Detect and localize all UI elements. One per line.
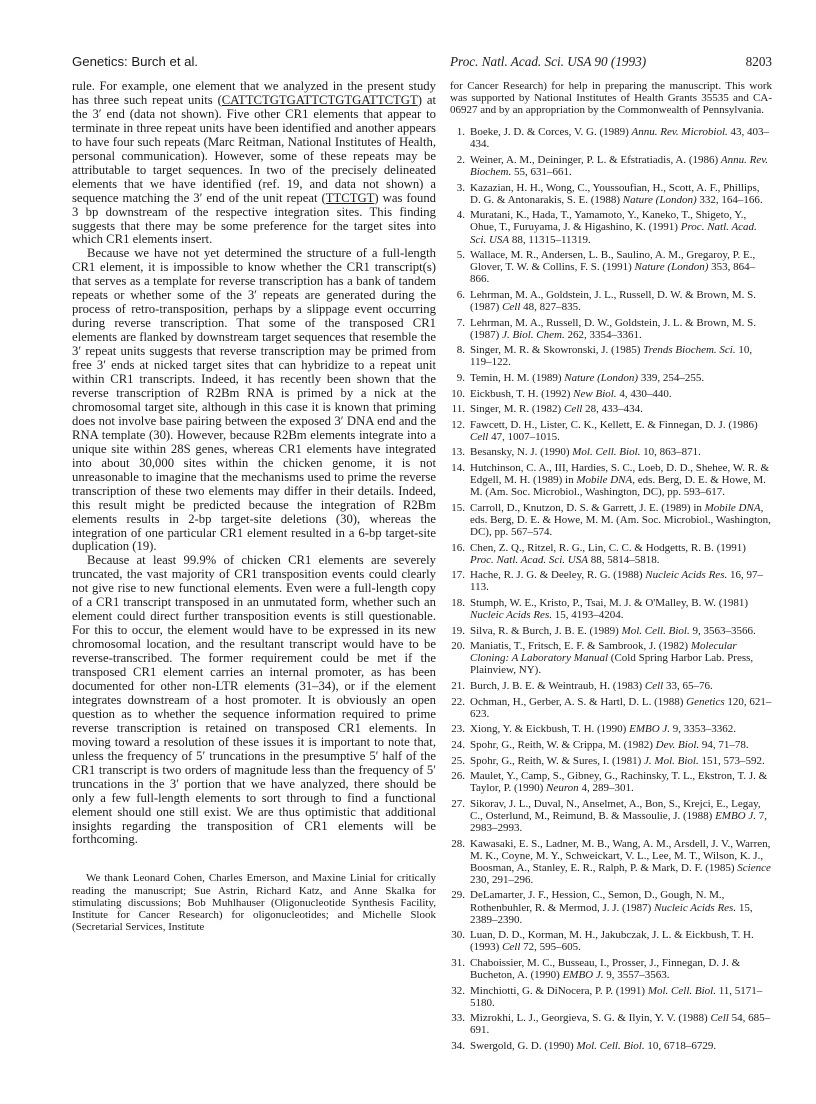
reference-item bbox=[450, 755, 772, 767]
reference-volume-pages: 353, 864–866. bbox=[470, 261, 756, 286]
reference-text bbox=[470, 696, 772, 720]
reference-authors: Singer, M. R. & Skowronski, J. (1985) bbox=[470, 344, 644, 357]
reference-authors: Kazazian, H. H., Wong, C., Youssoufian, H., Scott, A. F., Phillips, D. G. & Antonarakis, S. E. (1988) bbox=[470, 181, 760, 206]
reference-text bbox=[470, 625, 772, 637]
reference-text bbox=[470, 372, 772, 384]
reference-volume-pages: 151, 573–592. bbox=[698, 754, 765, 767]
reference-volume-pages: 332, 164–166. bbox=[696, 193, 763, 206]
p1-text-a: rule. For example, one element that we analyzed in the present study has three such repeat units ( bbox=[72, 79, 436, 107]
reference-authors: Hutchinson, C. A., III, Hardies, S. C., Loeb, D. D., Shehee, W. R. & Edgell, M. H. (1989) in bbox=[470, 462, 770, 487]
reference-volume-pages: 11, 5171–5180. bbox=[470, 984, 763, 1009]
reference-volume-pages: 7, 2983–2993. bbox=[470, 809, 767, 834]
reference-item bbox=[450, 154, 772, 178]
running-header-section: Genetics: Burch et al. bbox=[72, 54, 199, 69]
reference-journal: Cell bbox=[502, 941, 521, 954]
running-header-journal bbox=[450, 54, 772, 70]
reference-authors: Eickbush, T. H. (1992) bbox=[470, 387, 574, 400]
reference-item bbox=[450, 625, 772, 637]
reference-authors: DeLamarter, J. F., Hession, C., Semon, D., Gough, N. M., Rothenbuhler, R. & Mermod, J. J. (1987) bbox=[470, 889, 725, 914]
reference-authors: Mizrokhi, L. J., Georgieva, S. G. & Ilyin, Y. V. (1988) bbox=[470, 1012, 711, 1025]
reference-number: 33. bbox=[451, 1012, 465, 1025]
reference-volume-pages: 4, 289–301. bbox=[578, 782, 634, 795]
reference-authors: Chaboissier, M. C., Busseau, I., Prosser, J., Finnegan, D. J. & Bucheton, A. (1990) bbox=[470, 956, 741, 981]
reference-item bbox=[450, 462, 772, 498]
reference-list bbox=[450, 126, 772, 1052]
reference-authors: Carroll, D., Knutzon, D. S. & Garrett, J. E. (1989) in bbox=[470, 501, 705, 514]
reference-journal: Mol. Cell. Biol. bbox=[576, 1039, 645, 1052]
reference-number: 12. bbox=[451, 418, 465, 431]
reference-journal: Nature (London) bbox=[564, 371, 639, 384]
reference-authors: Ochman, H., Gerber, A. S. & Hartl, D. L. (1988) bbox=[470, 695, 687, 708]
reference-volume-pages: 10, 6718–6729. bbox=[644, 1039, 717, 1052]
reference-volume-pages: 10, 119–122. bbox=[470, 344, 753, 369]
reference-number: 18. bbox=[451, 596, 465, 609]
p1-text-b: ) at the 3′ end (data not shown). Five other CR1 elements that appear to terminate in three repeat units have been identified and another appears to have four such repeats (Marc Reitman, National Institutes of Health, personal communication). However, some of these repeats may be attributable to target sequences. In two of the precisely delineated elements that we have identified (ref. 19, and data not shown) a sequence matching the 3′ end of the unit repeat ( bbox=[72, 92, 436, 205]
reference-authors: Chen, Z. Q., Ritzel, R. G., Lin, C. C. & Hodgetts, R. B. (1991) bbox=[470, 541, 746, 554]
reference-text bbox=[470, 249, 772, 285]
reference-number: 23. bbox=[451, 723, 465, 736]
reference-text bbox=[470, 798, 772, 834]
reference-item bbox=[450, 403, 772, 415]
reference-number: 24. bbox=[451, 738, 465, 751]
reference-journal: EMBO J. bbox=[629, 723, 671, 736]
reference-volume-pages: 72, 595–605. bbox=[520, 941, 581, 954]
reference-item bbox=[450, 1040, 772, 1052]
reference-authors: Singer, M. R. (1982) bbox=[470, 403, 564, 416]
body-paragraph-2: Because we have not yet determined the structure of a full-length CR1 element, it is impossible to know whether the CR1 transcript(s) that serves as a template for reverse transcription has a bank of tandem repeats or whether some of the 3′ repeats are generated during the process of retro-transposition, perhaps by a slippage event occurring during reverse transcription. That some of the transposed CR1 elements are flanked by downstream target sequences that resemble the 3′ repeat units suggests that reverse transcription may be primed from free 3′ ends at nicked target sites that can hybridize to a repeat unit within CR1 transcripts. Indeed, it has recently been shown that the reverse transcription of R2Bm RNA is primed by a nick at the chromosomal target site, although in this case it is known that priming does not involve base pairing between the exposed 3′ DNA end and the RNA template (30). However, because R2Bm elements integrate into a unique site within 28S genes, whereas CR1 elements have integrated into about 30,000 sites within the chicken genome, it is not unreasonable to imagine that the mechanisms used to prime the reverse transcription of these two elements may differ in their details. Indeed, this result might be predicted because the integration of R2Bm elements results in 2-bp target-site deletions (30), whereas the integration of one particular CR1 element resulted in a 6-bp target-site duplication (19). bbox=[72, 246, 436, 554]
reference-number: 7. bbox=[456, 316, 465, 329]
acknowledgments-continued: for Cancer Research) for help in preparing the manuscript. This work was supported by National Institutes of Health Grants 35535 and CA-06927 and by an appropriation by the Commonwealth of Pennsylvania. bbox=[450, 80, 772, 117]
reference-authors: Lehrman, M. A., Goldstein, J. L., Russell, D. W. & Brown, M. S. (1987) bbox=[470, 288, 757, 313]
reference-volume-pages: 16, 97–113. bbox=[470, 569, 763, 594]
unit-repeat-sequence: TTCTGT bbox=[325, 190, 375, 205]
reference-number: 28. bbox=[451, 837, 465, 850]
reference-number: 21. bbox=[451, 680, 465, 693]
reference-text bbox=[470, 569, 772, 593]
reference-volume-pages: 15, 2389–2390. bbox=[470, 901, 753, 926]
reference-number: 11. bbox=[451, 403, 465, 416]
reference-item bbox=[450, 838, 772, 886]
reference-item bbox=[450, 419, 772, 443]
reference-text bbox=[470, 209, 772, 245]
reference-journal: Annu. Rev. Biochem. bbox=[470, 153, 769, 179]
reference-journal: Proc. Natl. Acad. Sci. USA bbox=[470, 553, 588, 566]
reference-number: 15. bbox=[451, 501, 465, 514]
reference-authors: Maniatis, T., Fritsch, E. F. & Sambrook, J. (1982) bbox=[470, 640, 691, 653]
reference-text bbox=[470, 640, 772, 676]
reference-number: 10. bbox=[451, 387, 465, 400]
reference-journal: Cell bbox=[563, 403, 583, 416]
reference-journal: Mol. Cell. Biol. bbox=[572, 446, 641, 459]
reference-item bbox=[450, 209, 772, 245]
reference-item bbox=[450, 798, 772, 834]
page-number: 8203 bbox=[745, 54, 772, 69]
reference-number: 3. bbox=[456, 181, 465, 194]
reference-text bbox=[470, 502, 772, 538]
reference-number: 8. bbox=[456, 344, 465, 357]
reference-item bbox=[450, 372, 772, 384]
reference-journal: Cell bbox=[502, 301, 521, 313]
reference-item bbox=[450, 388, 772, 400]
reference-number: 31. bbox=[451, 956, 465, 969]
reference-volume-pages: 15, 4193–4204. bbox=[551, 609, 624, 622]
reference-number: 13. bbox=[451, 446, 465, 459]
reference-authors: Lehrman, M. A., Russell, D. W., Goldstein, J. L. & Brown, M. S. (1987) bbox=[470, 316, 757, 341]
reference-number: 20. bbox=[451, 640, 465, 653]
reference-volume-pages: 9, 3557–3563. bbox=[603, 969, 670, 981]
reference-journal: Nature (London) bbox=[634, 261, 709, 274]
reference-number: 14. bbox=[451, 462, 465, 475]
reference-authors: Fawcett, D. H., Lister, C. K., Kellett, E. & Finnegan, D. J. (1986) bbox=[470, 418, 758, 431]
reference-number: 22. bbox=[451, 695, 465, 708]
reference-journal: Annu. Rev. Microbiol. bbox=[631, 126, 728, 139]
reference-number: 26. bbox=[451, 770, 465, 783]
reference-volume-pages: (Cold Spring Harbor Lab. Press, Plainview, NY). bbox=[470, 652, 754, 677]
reference-text bbox=[470, 1012, 772, 1036]
reference-authors: Minchiotti, G. & DiNocera, P. P. (1991) bbox=[470, 984, 648, 997]
reference-number: 4. bbox=[456, 209, 465, 222]
reference-item bbox=[450, 680, 772, 692]
reference-authors: Sikorav, J. L., Duval, N., Anselmet, A., Bon, S., Krejci, E., Legay, C., Osterlund, M., Reimund, B. & Massoulie, J. (1988) bbox=[470, 797, 761, 822]
reference-number: 17. bbox=[451, 569, 465, 582]
reference-journal: Neuron bbox=[546, 782, 579, 795]
reference-volume-pages: 94, 71–78. bbox=[699, 738, 749, 751]
reference-authors: Xiong, Y. & Eickbush, T. H. (1990) bbox=[470, 723, 630, 736]
reference-item bbox=[450, 723, 772, 735]
reference-journal: Proc. Natl. Acad. Sci. USA bbox=[470, 221, 757, 246]
reference-authors: Silva, R. & Burch, J. B. E. (1989) bbox=[470, 624, 622, 637]
reference-text bbox=[470, 755, 772, 767]
reference-volume-pages: 9, 3353–3362. bbox=[670, 723, 737, 736]
reference-volume-pages: 33, 65–76. bbox=[663, 680, 713, 693]
reference-journal: Cell bbox=[644, 680, 664, 693]
reference-text bbox=[470, 446, 772, 458]
reference-number: 29. bbox=[451, 889, 465, 902]
reference-item bbox=[450, 985, 772, 1009]
reference-number: 5. bbox=[456, 249, 465, 262]
reference-journal: Nucleic Acids Res. bbox=[654, 901, 737, 914]
reference-text bbox=[470, 929, 772, 953]
reference-text bbox=[470, 388, 772, 400]
body-paragraph-1 bbox=[72, 80, 436, 247]
reference-text bbox=[470, 985, 772, 1009]
reference-number: 34. bbox=[451, 1039, 465, 1052]
reference-number: 2. bbox=[456, 153, 465, 166]
reference-text bbox=[470, 126, 772, 150]
reference-journal: Mobile DNA bbox=[704, 501, 761, 514]
reference-item bbox=[450, 739, 772, 751]
reference-authors: Stumph, W. E., Kristo, P., Tsai, M. J. & O'Malley, B. W. (1981) bbox=[470, 596, 749, 609]
reference-volume-pages: 47, 1007–1015. bbox=[488, 430, 560, 443]
reference-item bbox=[450, 770, 772, 794]
reference-text bbox=[470, 317, 772, 341]
reference-journal: New Biol. bbox=[573, 387, 617, 400]
reference-authors: Besansky, N. J. (1990) bbox=[470, 446, 573, 459]
reference-item bbox=[450, 317, 772, 341]
reference-item bbox=[450, 640, 772, 676]
reference-volume-pages: 339, 254–255. bbox=[638, 371, 705, 384]
reference-authors: Burch, J. B. E. & Weintraub, H. (1983) bbox=[470, 680, 645, 693]
left-column bbox=[72, 80, 436, 933]
reference-text bbox=[470, 419, 772, 443]
reference-authors: Wallace, M. R., Andersen, L. B., Saulino, A. M., Gregaroy, P. E., Glover, T. W. & Collins, F. S. (1991) bbox=[470, 249, 756, 274]
reference-authors: Swergold, G. D. (1990) bbox=[470, 1039, 577, 1052]
reference-authors: Muratani, K., Hada, T., Yamamoto, Y., Kaneko, T., Shigeto, Y., Ohue, T., Furuyama, J. & Higashino, K. (1991) bbox=[470, 209, 747, 234]
reference-volume-pages: , eds. Berg, D. E. & Howe, M. M. (Am. Soc. Microbiol., Washington, DC), pp. 567–574. bbox=[470, 501, 771, 538]
reference-text bbox=[470, 838, 772, 886]
reference-volume-pages: 88, 5814–5818. bbox=[587, 553, 660, 566]
reference-text bbox=[470, 462, 772, 498]
reference-text bbox=[470, 154, 772, 178]
reference-journal: J. Biol. Chem. bbox=[502, 328, 565, 341]
reference-journal: Science bbox=[737, 861, 771, 874]
reference-journal: EMBO J. bbox=[715, 809, 756, 822]
reference-number: 1. bbox=[456, 126, 465, 139]
reference-authors: Hache, R. J. G. & Deeley, R. G. (1988) bbox=[470, 569, 646, 582]
reference-volume-pages: 43, 403–434. bbox=[470, 126, 770, 151]
reference-volume-pages: , eds. Berg, D. E. & Howe, M. M. (Am. Soc. Microbiol., Washington, DC), pp. 593–617. bbox=[470, 474, 766, 499]
reference-journal: Nucleic Acids Res. bbox=[645, 569, 728, 582]
reference-item bbox=[450, 569, 772, 593]
reference-journal: J. Mol. Biol. bbox=[644, 754, 699, 767]
reference-item bbox=[450, 289, 772, 313]
reference-volume-pages: 55, 631–661. bbox=[511, 166, 572, 179]
reference-number: 27. bbox=[451, 797, 465, 810]
reference-item bbox=[450, 889, 772, 925]
reference-volume-pages: 230, 291–296. bbox=[470, 873, 534, 886]
reference-number: 19. bbox=[451, 624, 465, 637]
repeat-sequence: CATTCTGTGATTCTGTGATTCTGT bbox=[221, 92, 418, 107]
reference-text bbox=[470, 344, 772, 368]
reference-text bbox=[470, 889, 772, 925]
reference-text bbox=[470, 542, 772, 566]
reference-item bbox=[450, 929, 772, 953]
reference-authors: Boeke, J. D. & Corces, V. G. (1989) bbox=[470, 126, 632, 139]
reference-journal: EMBO J. bbox=[562, 969, 604, 981]
reference-volume-pages: 9, 3563–3566. bbox=[689, 624, 756, 637]
reference-text bbox=[470, 597, 772, 621]
reference-item bbox=[450, 126, 772, 150]
right-column bbox=[450, 80, 772, 1056]
reference-authors: Kawasaki, E. S., Ladner, M. B., Wang, A. M., Arsdell, J. V., Warren, M. K., Coyne, M. Y., Schweickart, V. L., Lee, M. T., Wilson, K. J., Boosman, A., Stanley, E. R., Ralph, P. & Mark, D. F. (1985) bbox=[470, 837, 771, 874]
reference-number: 25. bbox=[451, 754, 465, 767]
reference-authors: Spohr, G., Reith, W. & Crippa, M. (1982) bbox=[470, 738, 656, 751]
reference-journal: Trends Biochem. Sci. bbox=[643, 344, 736, 357]
reference-item bbox=[450, 1012, 772, 1036]
reference-item bbox=[450, 597, 772, 621]
reference-text bbox=[470, 723, 772, 735]
reference-authors: Maulet, Y., Camp, S., Gibney, G., Rachinsky, T. L., Ekstron, T. J. & Taylor, P. (1990) bbox=[470, 770, 768, 795]
reference-journal: Nucleic Acids Res. bbox=[470, 609, 552, 622]
reference-item bbox=[450, 957, 772, 981]
reference-authors: Luan, D. D., Korman, M. H., Jakubczak, J. L. & Eickbush, T. H. (1993) bbox=[470, 929, 754, 954]
reference-journal: Mol. Cell. Biol. bbox=[647, 984, 716, 997]
reference-text bbox=[470, 403, 772, 415]
reference-authors: Spohr, G., Reith, W. & Sures, I. (1981) bbox=[470, 754, 645, 767]
reference-journal: Cell bbox=[470, 430, 489, 443]
body-paragraph-3: Because at least 99.9% of chicken CR1 elements are severely truncated, the vast majority of CR1 transposition events could clearly not give rise to new functional elements. Even were a full-length copy of a CR1 transcript transposed in an unmutated form, whether such an element could direct further transposition events is still questionable. For this to occur, the element would have to be expressed in its new chromosomal location, and the resultant transcript would have to be reverse-transcribed. The former requirement could be met if the transposed CR1 element carries an internal promoter, as has been documented for other non-LTR elements (31–34), or if the element integrates downstream of a host promoter. It is obviously an open question as to whether the sequence information required to prime reverse transcription is retained on transposed CR1 elements. In moving toward a resolution of these issues it is important to note that, unless the frequency of 5′ truncations in the presumptive 5′ half of the CR1 transcript is two orders of magnitude less than the frequency of 5′ truncations in the 3′ portion that we have analyzed, there should be only a few full-length elements to sort through to find a functional element should one still exist. We are thus optimistic that additional insights regarding the transposition of CR1 elements will be forthcoming. bbox=[72, 553, 436, 847]
p1-text-c: ) was found 3 bp downstream of the respective integration sites. This finding suggests that there may be some preference for the target sites into which CR1 elements insert. bbox=[72, 190, 437, 247]
reference-volume-pages: 28, 433–434. bbox=[582, 403, 643, 416]
reference-item bbox=[450, 502, 772, 538]
reference-text bbox=[470, 680, 772, 692]
reference-journal: Mobile DNA bbox=[576, 474, 633, 487]
reference-text bbox=[470, 957, 772, 981]
reference-volume-pages: 4, 430–440. bbox=[616, 387, 672, 400]
reference-volume-pages: 262, 3354–3361. bbox=[564, 328, 642, 341]
reference-number: 32. bbox=[451, 984, 465, 997]
reference-item bbox=[450, 344, 772, 368]
acknowledgments: We thank Leonard Cohen, Charles Emerson, and Maxine Linial for critically reading the manuscript; Sue Astrin, Richard Katz, and Anne Skalka for stimulating discussions; Bob Muhlhauser (Oligonucleotide Synthesis Facility, Institute for Cancer Research) for oligonucleotides; and Michelle Slook (Secretarial Services, Institute bbox=[72, 872, 436, 933]
reference-journal: Cell bbox=[710, 1012, 729, 1025]
reference-number: 9. bbox=[456, 371, 465, 384]
reference-item bbox=[450, 446, 772, 458]
reference-authors: Weiner, A. M., Deininger, P. L. & Efstratiadis, A. (1986) bbox=[470, 153, 721, 166]
reference-volume-pages: 48, 827–835. bbox=[520, 301, 581, 313]
reference-number: 6. bbox=[456, 288, 465, 301]
reference-item bbox=[450, 542, 772, 566]
reference-journal: Mol. Cell. Biol. bbox=[621, 624, 690, 637]
reference-number: 30. bbox=[451, 929, 465, 942]
reference-text bbox=[470, 182, 772, 206]
reference-text bbox=[470, 739, 772, 751]
reference-number: 16. bbox=[451, 541, 465, 554]
reference-item bbox=[450, 696, 772, 720]
reference-text bbox=[470, 1040, 772, 1052]
reference-item bbox=[450, 182, 772, 206]
reference-volume-pages: 10, 863–871. bbox=[640, 446, 701, 459]
reference-authors: Temin, H. M. (1989) bbox=[470, 371, 565, 384]
reference-volume-pages: 120, 621–623. bbox=[470, 695, 772, 720]
reference-item bbox=[450, 249, 772, 285]
reference-journal: Dev. Biol. bbox=[655, 738, 700, 751]
reference-journal: Genetics bbox=[686, 695, 725, 708]
reference-text bbox=[470, 289, 772, 313]
reference-journal: Nature (London) bbox=[622, 193, 697, 206]
reference-volume-pages: 54, 685–691. bbox=[470, 1012, 771, 1037]
journal-citation: Proc. Natl. Acad. Sci. USA 90 (1993) bbox=[450, 54, 647, 69]
reference-journal: Molecular Cloning: A Laboratory Manual bbox=[470, 640, 737, 665]
reference-text bbox=[470, 770, 772, 794]
reference-volume-pages: 88, 11315–11319. bbox=[509, 233, 591, 246]
